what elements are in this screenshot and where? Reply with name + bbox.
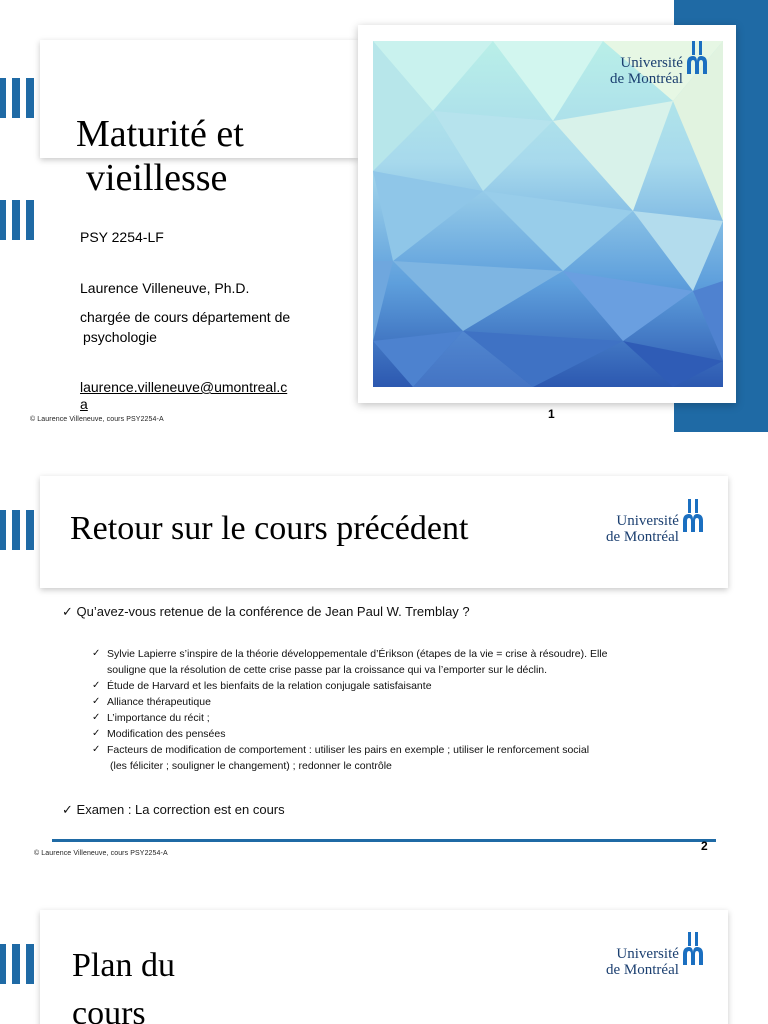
question-bullet: [62, 604, 470, 620]
list-item-line: (les féliciter ; souligner le changement) ; redonner le contrôle: [110, 760, 392, 772]
list-item-line: Facteurs de modification de comportement : utiliser les pairs en exemple ; utiliser le renforcement social: [107, 744, 590, 756]
title-line-2: cours: [72, 995, 146, 1024]
course-code: PSY 2254-LF: [80, 229, 164, 245]
list-item-line: L’importance du récit ;: [107, 712, 210, 724]
udem-logo-icon: [682, 499, 704, 533]
logo-line-2: de Montréal: [606, 529, 679, 545]
title-line-2: vieillesse: [86, 157, 228, 199]
checkmark-icon: ✓: [92, 680, 101, 691]
udem-logo-icon: [686, 41, 708, 75]
slide1-title: [76, 112, 244, 200]
udem-logo: [606, 946, 704, 978]
logo-line-1: Université: [620, 55, 683, 71]
question-text: Qu’avez-vous retenue de la conférence de Jean Paul W. Tremblay ?: [76, 604, 470, 619]
author-email-link[interactable]: [80, 379, 287, 413]
polygon-background-image: [373, 41, 723, 387]
list-item: [92, 694, 712, 710]
email-line-1: laurence.villeneuve@umontreal.c: [80, 379, 288, 395]
list-item-line: souligne que la résolution de cette crise passe par la croissance qui va l’emporter sur le déclin.: [107, 664, 548, 676]
author-role: [80, 307, 290, 347]
decorative-bars-bottom: [0, 200, 34, 240]
slide2-title: Retour sur le cours précédent: [70, 510, 469, 547]
logo-line-1: Université: [616, 946, 679, 962]
logo-line-1: Université: [616, 513, 679, 529]
list-item: [92, 710, 712, 726]
title-line-1: Maturité et: [76, 113, 244, 155]
checkmark-icon: ✓: [92, 648, 101, 659]
footer-note: © Laurence Villeneuve, cours PSY2254-A: [30, 416, 164, 423]
list-item-line: Sylvie Lapierre s’inspire de la théorie développementale d’Érikson (étapes de la vie = crise à résoudre). Elle: [107, 648, 608, 660]
list-item: [92, 678, 712, 694]
footer-note: © Laurence Villeneuve, cours PSY2254-A: [34, 850, 168, 857]
udem-logo: [610, 55, 708, 87]
slide-1: [0, 0, 768, 432]
checkmark-icon: ✓: [62, 803, 73, 818]
sub-bullet-list: [92, 646, 712, 774]
cover-image-frame: [358, 25, 736, 403]
slide-2: [0, 456, 768, 866]
list-item-line: Alliance thérapeutique: [107, 696, 211, 708]
checkmark-icon: ✓: [92, 744, 101, 755]
list-item-line: Modification des pensées: [107, 728, 226, 740]
checkmark-icon: ✓: [92, 712, 101, 723]
exam-bullet: [62, 802, 285, 818]
author-name: Laurence Villeneuve, Ph.D.: [80, 280, 250, 296]
page-number: 2: [701, 839, 708, 853]
list-item: [92, 726, 712, 742]
checkmark-icon: ✓: [62, 605, 73, 620]
role-line-1: chargée de cours département de: [80, 309, 291, 325]
list-item: [92, 646, 712, 678]
checkmark-icon: ✓: [92, 696, 101, 707]
page-number: 1: [548, 407, 555, 421]
decorative-bars: [0, 944, 34, 984]
checkmark-icon: ✓: [92, 728, 101, 739]
udem-logo-icon: [682, 932, 704, 966]
logo-line-2: de Montréal: [610, 71, 683, 87]
title-line-1: Plan du: [72, 947, 175, 984]
decorative-bars-top: [0, 78, 34, 118]
slide3-title: [72, 942, 175, 1024]
email-line-2: a: [80, 396, 88, 412]
udem-logo: [606, 513, 704, 545]
slide-3: [0, 890, 768, 1024]
exam-text: Examen : La correction est en cours: [76, 802, 285, 817]
logo-line-2: de Montréal: [606, 962, 679, 978]
list-item-line: Étude de Harvard et les bienfaits de la relation conjugale satisfaisante: [107, 680, 432, 692]
decorative-bars: [0, 510, 34, 550]
divider-line: [52, 839, 716, 842]
role-line-2: psychologie: [83, 329, 157, 345]
list-item: [92, 742, 712, 774]
